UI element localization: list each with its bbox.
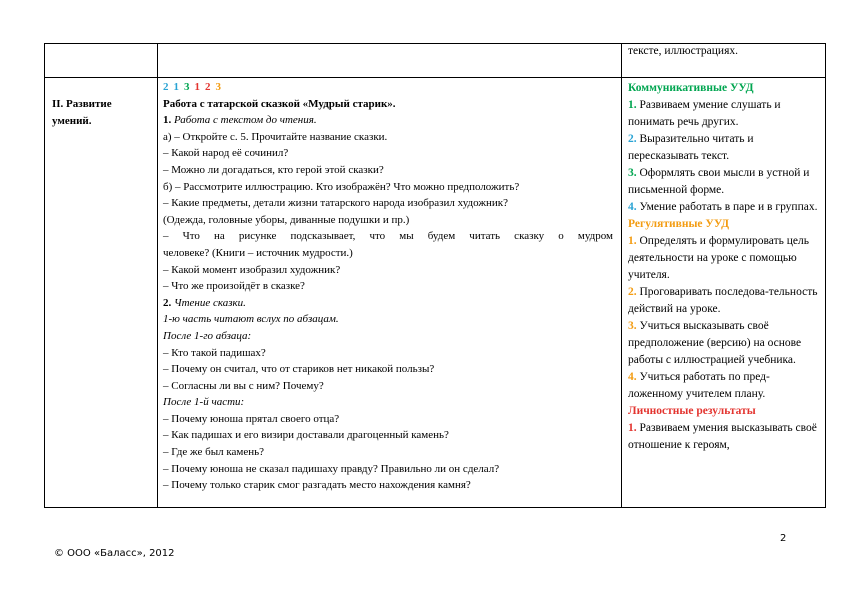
table-top-border — [44, 43, 826, 44]
content-line: После 1-го абзаца: — [163, 329, 252, 342]
content-line: – Согласны ли вы с ним? Почему? — [163, 379, 324, 392]
item-number: 3. — [628, 167, 637, 179]
copyright-footer: © ООО «Баласс», 2012 — [54, 548, 175, 559]
content-line: – Можно ли догадаться, кто герой этой сказки? — [163, 163, 384, 176]
content-line: – Почему только старик смог разгадать место нахождения камня? — [163, 479, 471, 492]
item-number: 2. — [628, 286, 637, 298]
step-number: 2. — [163, 296, 172, 309]
uud-item — [628, 165, 823, 199]
uud-column — [628, 80, 823, 454]
content-line: После 1-й части: — [163, 396, 245, 409]
uud-item — [628, 420, 823, 454]
uud-item — [628, 318, 823, 369]
content-line: – Что на рисунке подсказывает, что мы будем читать сказку о мудром — [163, 230, 613, 243]
table-left-border — [44, 43, 45, 508]
section-title — [52, 96, 152, 129]
uud-item — [628, 131, 823, 165]
content-line: б) – Рассмотрите иллюстрацию. Кто изображён? Что можно предположить? — [163, 180, 520, 193]
section-title-line2: умений. — [52, 114, 92, 127]
content-line: – Почему юноша не сказал падишаху правду? Правильно ли он сделал? — [163, 462, 500, 475]
uud-item — [628, 369, 823, 403]
content-line: – Почему юноша прятал своего отца? — [163, 412, 340, 425]
item-number: 4. — [628, 201, 637, 213]
uud-item — [628, 233, 823, 284]
section-title-line1: II. Развитие — [52, 98, 112, 110]
regulatory-header: Регулятивные УУД — [628, 218, 730, 230]
content-line: – Какой народ её сочинил? — [163, 147, 289, 160]
content-line: – Кто такой падишах? — [163, 346, 266, 359]
uud-item — [628, 97, 823, 131]
content-line: человеке? (Книги – источник мудрости.) — [163, 246, 353, 259]
previous-row-text: тексте, иллюстрациях. — [628, 45, 738, 57]
content-line: а) – Откройте с. 5. Прочитайте название сказки. — [163, 130, 388, 143]
lesson-table — [44, 43, 826, 508]
item-text: Умение работать в паре и в группах. — [639, 201, 818, 213]
mark: 3 — [215, 81, 221, 93]
item-number: 1. — [628, 99, 637, 111]
item-number: 2. — [628, 133, 637, 145]
mark: 1 — [173, 81, 179, 93]
content-line: – Какой момент изобразил художник? — [163, 263, 341, 276]
item-number: 1. — [628, 235, 637, 247]
content-line: – Что же произойдёт в сказке? — [163, 280, 305, 293]
uud-item — [628, 284, 823, 318]
item-number: 1. — [628, 422, 637, 434]
uud-item — [628, 199, 823, 216]
personal-header: Личностные результаты — [628, 405, 756, 417]
content-line: – Как падишах и его визири доставали драгоценный камень? — [163, 429, 449, 442]
content-step-2 — [163, 295, 613, 312]
step-title: Работа с текстом до чтения. — [174, 114, 317, 127]
row-divider — [44, 77, 826, 78]
item-number: 4. — [628, 371, 637, 383]
content-step-1 — [163, 112, 613, 129]
content-line: – Почему он считал, что от стариков нет никакой пользы? — [163, 363, 435, 376]
content-line: 1-ю часть читают вслух по абзацам. — [163, 313, 339, 326]
mark: 1 — [194, 81, 200, 93]
item-text: Оформлять свои мысли в устной и письменной форме. — [628, 167, 810, 196]
column-divider-2 — [621, 43, 622, 508]
content-heading: Работа с татарской сказкой «Мудрый старик». — [163, 97, 396, 110]
content-line: – Где же был камень? — [163, 446, 265, 459]
item-text: Развиваем умения высказывать своё отношение к героям, — [628, 422, 817, 451]
item-text: Проговаривать последова-тельность действий на уроке. — [628, 286, 818, 315]
table-right-border — [825, 43, 826, 508]
content-line: – Какие предметы, детали жизни татарского народа изобразил художник? — [163, 197, 508, 210]
table-bottom-border — [44, 507, 826, 508]
item-text: Развиваем умение слушать и понимать речь других. — [628, 99, 781, 128]
item-number: 3. — [628, 320, 637, 332]
column-divider-1 — [157, 43, 158, 508]
step-title: Чтение сказки. — [174, 296, 246, 309]
mark: 2 — [163, 81, 169, 93]
item-text: Выразительно читать и пересказывать текст. — [628, 133, 754, 162]
page-number: 2 — [780, 533, 787, 544]
assessment-marks — [163, 79, 613, 96]
mark: 3 — [184, 81, 190, 93]
step-number: 1. — [163, 114, 172, 127]
item-text: Учиться работать по пред-ложенному учителем плану. — [628, 371, 770, 400]
mark: 2 — [205, 81, 211, 93]
item-text: Определять и формулировать цель деятельности на уроке с помощью учителя. — [628, 235, 809, 281]
lesson-content — [163, 79, 613, 494]
item-text: Учиться высказывать своё предположение (версию) на основе работы с иллюстрацией учебника. — [628, 320, 802, 366]
communicative-header: Коммуникативные УУД — [628, 82, 754, 94]
content-line: (Одежда, головные уборы, диванные подушки и пр.) — [163, 213, 410, 226]
